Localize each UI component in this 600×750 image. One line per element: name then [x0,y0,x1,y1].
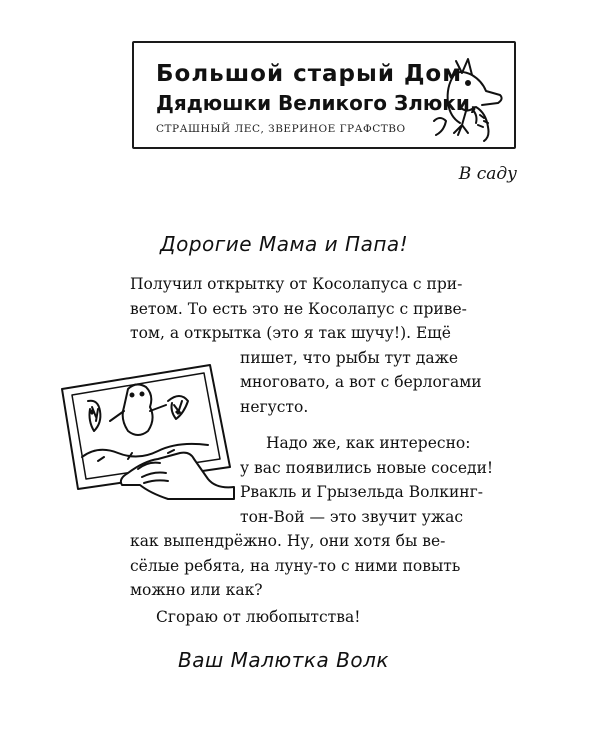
paragraph-line: сёлые ребята, на луну-то с ними повыть [130,556,461,575]
paragraph-line: ветом. То есть это не Косолапус с приве- [130,299,467,318]
wolf-illustration-icon [426,51,510,143]
paragraph-line: пишет, что рыбы тут даже [240,348,459,367]
postcard-illustration-icon [58,361,238,501]
paragraph-line: тон-Вой — это звучит ужас [240,507,464,526]
letterhead-title: Большой старый Дом [156,61,463,87]
paragraph-line: негусто. [240,397,309,416]
paragraph-line: Надо же, как интересно: [266,434,471,452]
paragraph-line: том, а открытка (это я так шучу!). Ещё [130,324,451,342]
salutation: Дорогие Мама и Папа! [160,232,409,256]
paragraph-line: Рвакль и Грызельда Волкинг- [240,483,483,501]
paragraph-line: многовато, а вот с берлогами [240,373,482,391]
letterhead-subtitle: Дядюшки Великого Злюки, [156,91,478,115]
location-note: В саду [458,164,517,184]
paragraph-line: Получил открытку от Косолапуса с при- [130,275,463,293]
paragraph-line: можно или как? [130,581,263,599]
paragraph-line: как выпендрёжно. Ну, они хотя бы ве- [130,532,446,550]
closing-line: Сгораю от любопытства! [156,608,361,626]
paragraph-line: у вас появились новые соседи! [240,458,494,477]
signature: Ваш Малютка Волк [178,648,389,672]
letterhead [132,41,516,149]
letterhead-address: СТРАШНЫЙ ЛЕС, ЗВЕРИНОЕ ГРАФСТВО [156,123,406,135]
